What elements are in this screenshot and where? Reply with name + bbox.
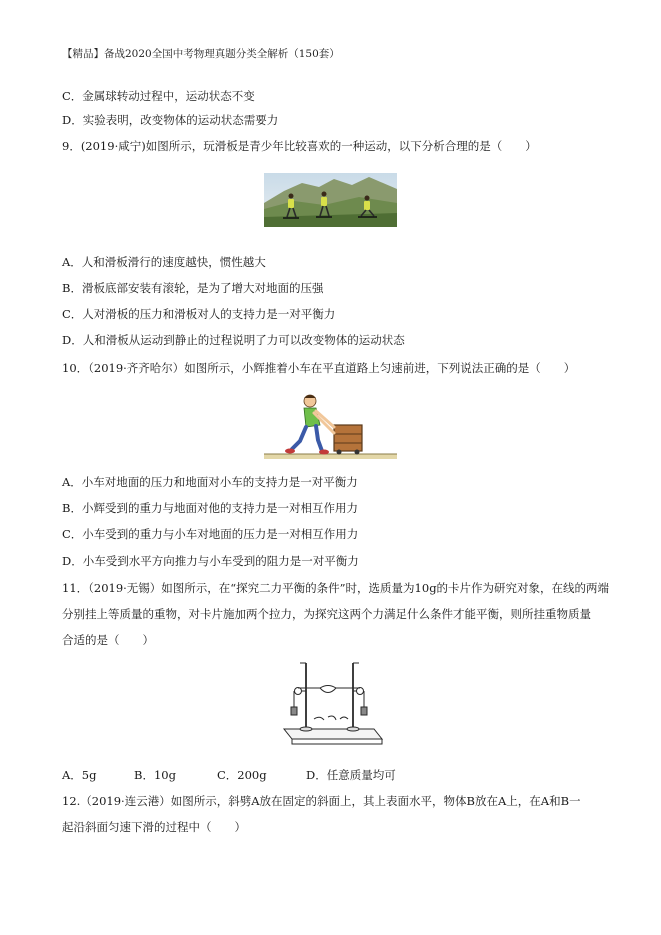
- q11-stem-line3: 合适的是（ ）: [62, 633, 154, 647]
- q10-option-b: B．小辉受到的重力与地面对他的支持力是一对相互作用力: [62, 501, 358, 515]
- q9-option-b: B．滑板底部安装有滚轮，是为了增大对地面的压强: [62, 281, 324, 295]
- q11-option-a: A．5g: [62, 768, 97, 782]
- boy-pushing-cart-icon: [264, 393, 397, 461]
- q10-option-c: C．小车受到的重力与小车对地面的压力是一对相互作用力: [62, 527, 359, 541]
- skateboard-photo-icon: [264, 173, 397, 227]
- pulley-apparatus-icon: [278, 657, 384, 751]
- q8-option-d: D．实验表明，改变物体的运动状态需要力: [62, 113, 279, 127]
- q9-option-a: A．人和滑板滑行的速度越快，惯性越大: [62, 255, 266, 269]
- q11-stem-line2: 分别挂上等质量的重物，对卡片施加两个拉力，为探究这两个力满足什么条件才能平衡，则所挂重物质量: [62, 607, 591, 621]
- q12-stem-line2: 起沿斜面匀速下滑的过程中（ ）: [62, 820, 246, 834]
- q10-option-a: A．小车对地面的压力和地面对小车的支持力是一对平衡力: [62, 475, 358, 489]
- q11-option-d: D．任意质量均可: [306, 768, 396, 782]
- q9-option-c: C．人对滑板的压力和滑板对人的支持力是一对平衡力: [62, 307, 336, 321]
- q12-stem-line1: 12.（2019·连云港）如图所示，斜劈A放在固定的斜面上，其上表面水平，物体B放在A上，在A和B一: [62, 794, 581, 808]
- q10-stem: 10．（2019·齐齐哈尔）如图所示，小辉推着小车在平直道路上匀速前进，下列说法正确的是（ ）: [62, 361, 576, 375]
- q10-option-d: D．小车受到水平方向推力与小车受到的阻力是一对平衡力: [62, 554, 359, 568]
- q8-option-c: C．金属球转动过程中，运动状态不变: [62, 89, 255, 103]
- q11-stem-line1: 11．（2019·无锡）如图所示，在“探究二力平衡的条件”时，选质量为10g的卡片作为研究对象，在线的两端: [62, 581, 610, 595]
- q11-balance-apparatus-figure: [278, 657, 384, 751]
- q9-skateboard-figure: [264, 173, 397, 227]
- q9-stem: 9．(2019·咸宁)如图所示，玩滑板是青少年比较喜欢的一种运动，以下分析合理的是（ ）: [62, 139, 537, 153]
- page-header: 【精品】备战2020全国中考物理真题分类全解析（150套）: [62, 48, 340, 60]
- q9-option-d: D．人和滑板从运动到静止的过程说明了力可以改变物体的运动状态: [62, 333, 405, 347]
- q11-option-c: C．200g: [217, 768, 267, 782]
- q10-push-cart-figure: [264, 393, 397, 461]
- q11-option-b: B．10g: [134, 768, 176, 782]
